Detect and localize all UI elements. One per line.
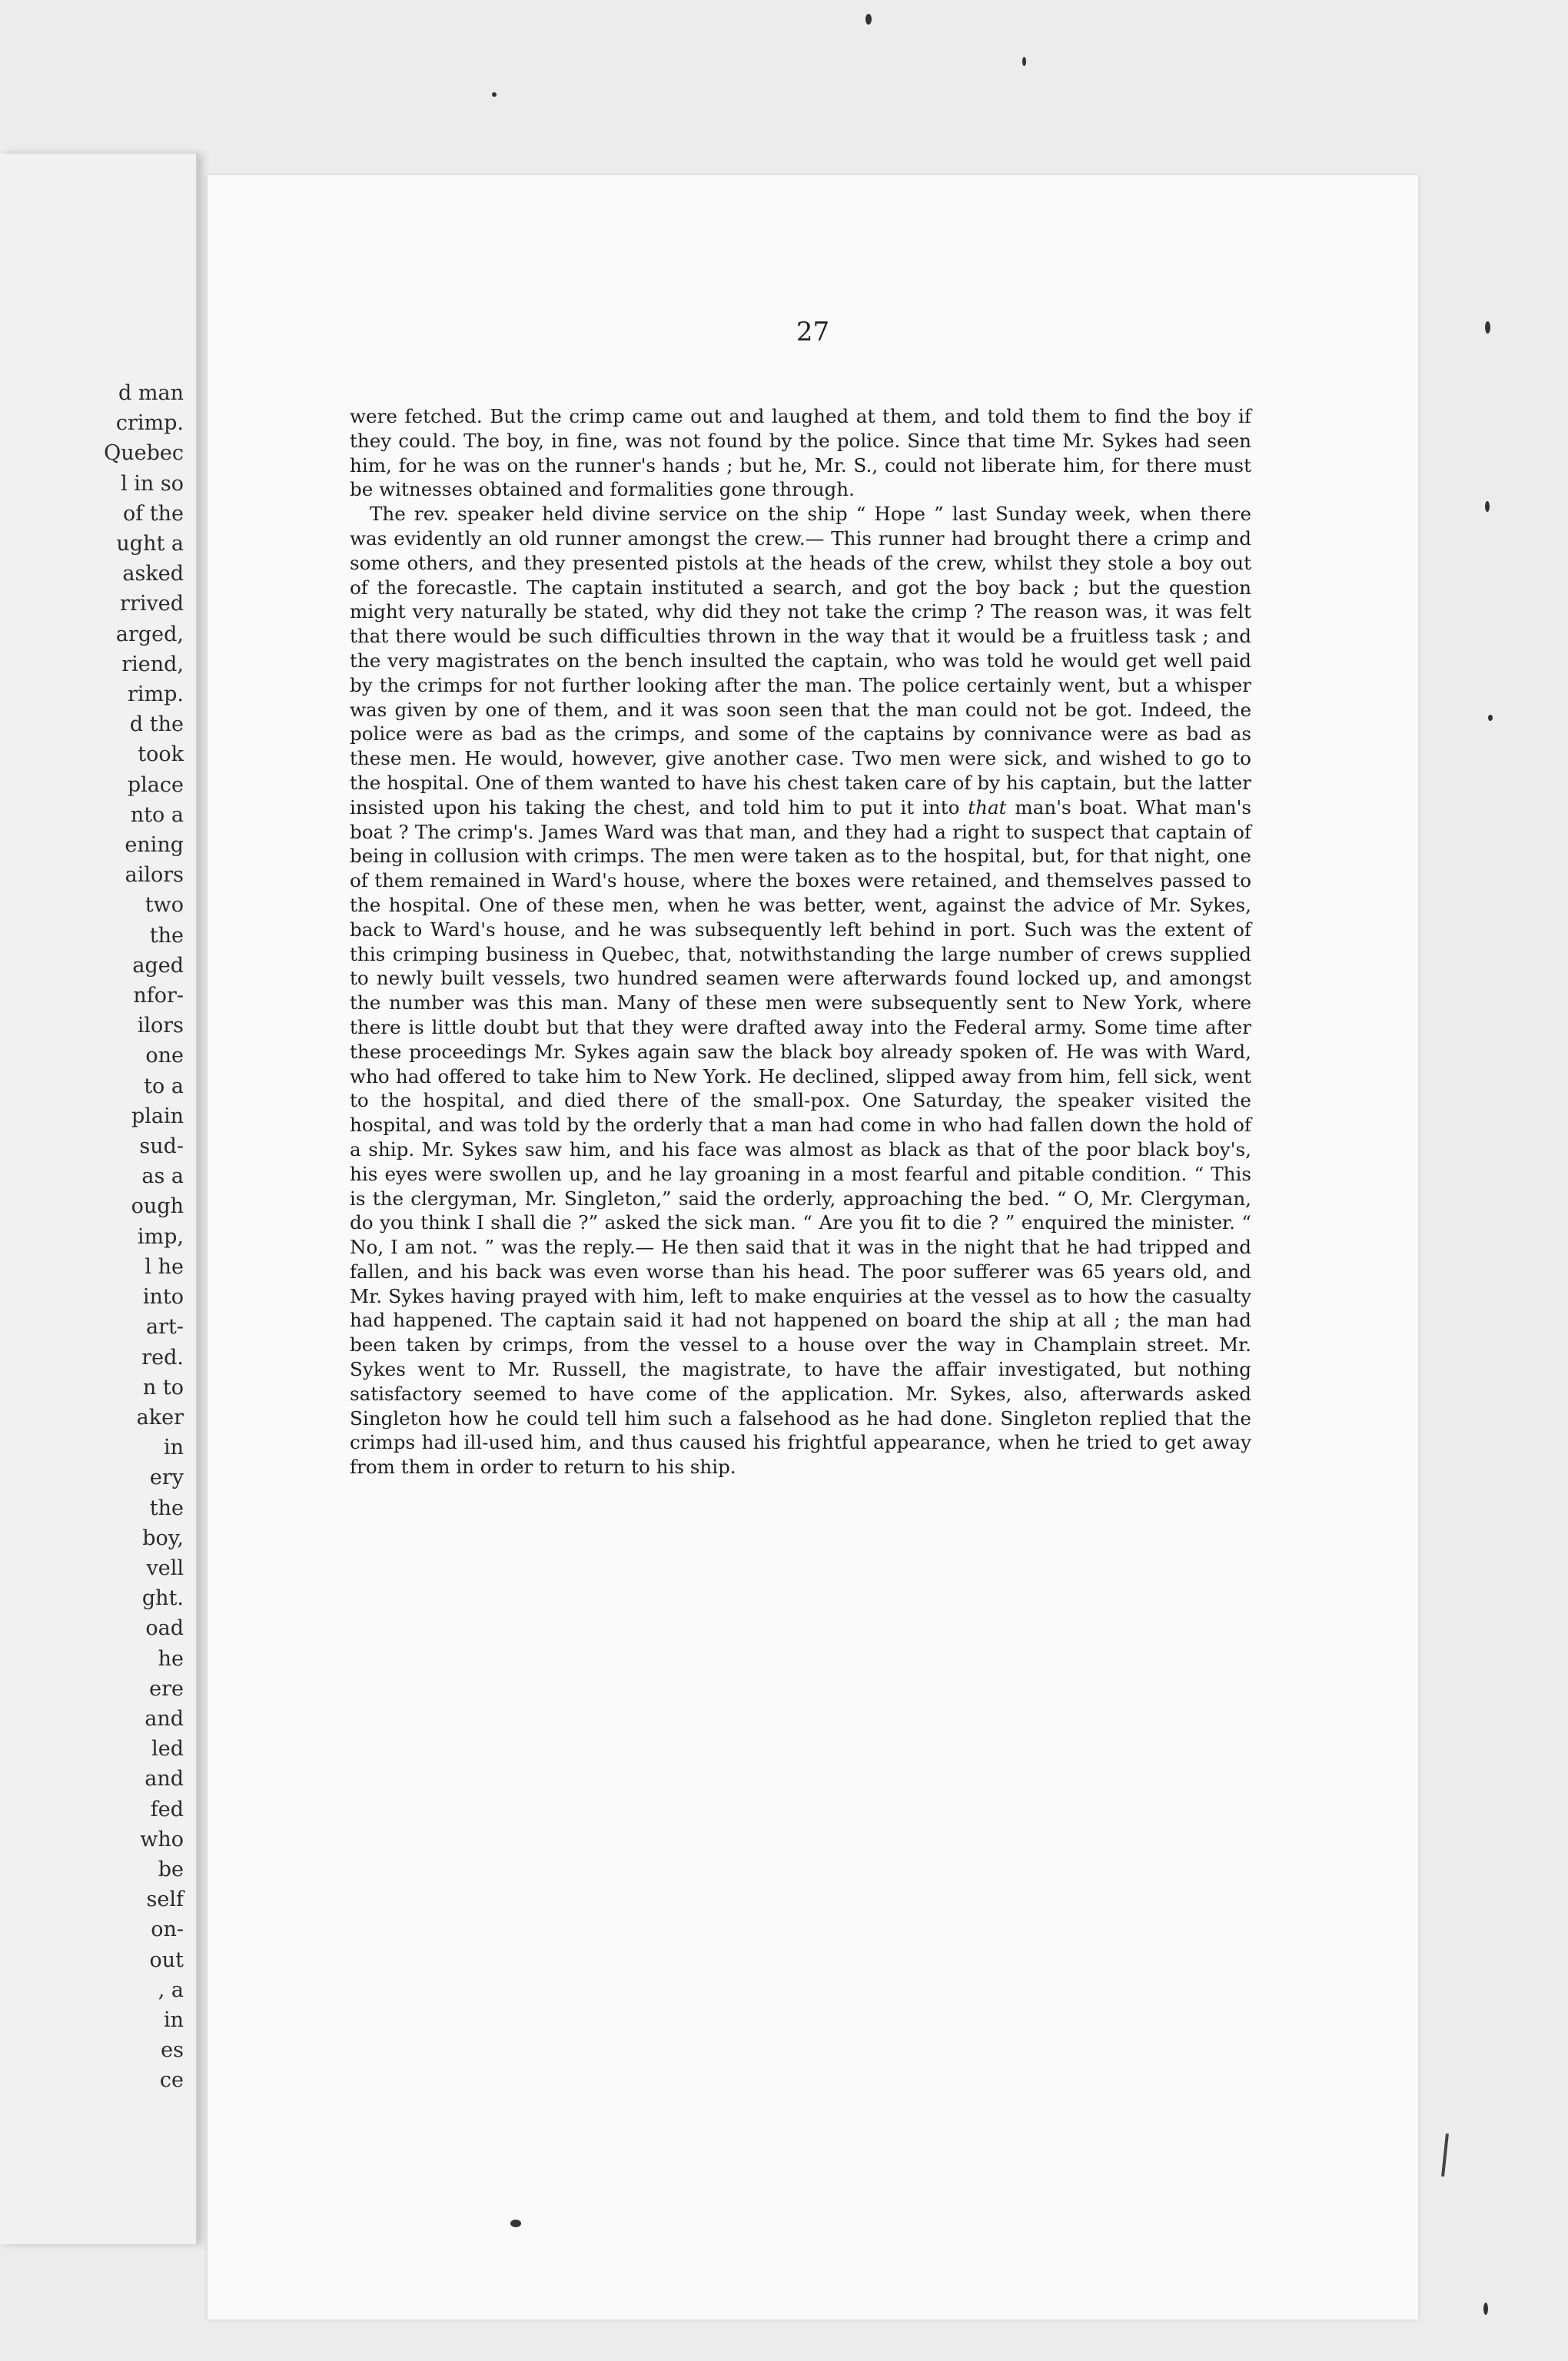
scan-speck: [1483, 2303, 1488, 2315]
body-text: [350, 404, 1251, 1479]
italic-that: that: [968, 795, 1007, 819]
scan-speck: [865, 14, 872, 25]
scan-mark: [1441, 2134, 1449, 2177]
document-page: [208, 175, 1418, 2319]
scan-speck: [1485, 501, 1490, 512]
scan-speck: [1022, 57, 1026, 66]
facing-page: [0, 154, 198, 2244]
paragraph-2: [350, 502, 1251, 1479]
scan-speck: [1488, 715, 1493, 721]
scan-speck: [1485, 321, 1490, 334]
paragraph-2-continued: man's boat. What man's boat ? The crimp's. James Ward was that man, and they had a right to suspect that captain of being in collusion with crimps. The men were taken as to the hospital, but, for that night, one of them remained in Ward's house, where the boxes were retained, and themselves passed to the hospital. One of these men, when he was better, went, against the advice of Mr. Sykes, back to Ward's house, and he was subsequently left behind in port. Such was the extent of this crimping business in Quebec, that, notwithstanding the large number of crews supplied to newly built vessels, two hundred seamen were afterwards found locked up, and amongst the number was this man. Many of these men were subsequently sent to New York, where there is little doubt but that they were drafted away into the Federal army. Some time after these proceedings Mr. Sykes again saw the black boy already spoken of. He was with Ward, who had offered to take him to New York. He declined, slipped away from him, fell sick, went to the hospital, and died there of the small-pox. One Saturday, the speaker visited the hospital, and was told by the orderly that a man had come in who had fallen down the hold of a ship. Mr. Sykes saw him, and his face was almost as black as that of the poor black boy's, his eyes were swollen up, and he lay groaning in a most fearful and pitable condition. “ This is the clergyman, Mr. Singleton,” said the orderly, approaching the bed. “ O, Mr. Clergyman, do you think I shall die ?” asked the sick man. “ Are you fit to die ? ” enquired the minister. “ No, I am not. ” was the reply.— He then said that it was in the night that he had tripped and fallen, and his back was even worse than his head. The poor sufferer was 65 years old, and Mr. Sykes having prayed with him, left to make enquiries at the vessel as to how the casualty had happened. The captain said it had not happened on board the ship at all ; the man had been taken by crimps, from the vessel to a house over the way in Champlain street. Mr. Sykes went to Mr. Russell, the magistrate, to have the affair investigated, but nothing satisfactory seemed to have come of the application. Mr. Sykes, also, afterwards asked Singleton how he could tell him such a falsehood as he had done. Singleton replied that the crimps had ill-used him, and thus caused his frightful appearance, when he tried to get away from them in order to return to his ship.: [350, 795, 1251, 1479]
paragraph-1: were fetched. But the crimp came out and laughed at them, and told them to find the boy if they could. The boy, in fine, was not found by the police. Since that time Mr. Sykes had seen him, for he was on the runner's hands ; but he, Mr. S., could not liberate him, for there must be witnesses obtained and formalities gone through.: [350, 405, 1251, 501]
scan-speck: [492, 92, 497, 97]
paragraph-2-text: The rev. speaker held divine service on the ship “ Hope ” last Sunday week, when there was evidently an old runner amongst the crew.— This runner had brought there a crimp and some others, and they presented pistols at the heads of the crew, whilst they stole a boy out of the forecastle. The captain instituted a search, and got the boy back ; but the question might very naturally be stated, why did they not take the crimp ? The reason was, it was felt that there would be such difficulties thrown in the way that it would be a fruitless task ; and the very magistrates on the bench insulted the captain, who was told he would get well paid by the crimps for not further looking after the man. The police certainly went, but a whisper was given by one of them, and it was soon seen that the man could not be got. Indeed, the police were as bad as the crimps, and some of the captains by connivance were as bad as these men. He would, however, give another case. Two men were sick, and wished to go to the hospital. One of them wanted to have his chest taken care of by his captain, but the latter insisted upon his taking the chest, and told him to put it into: [350, 503, 1251, 819]
page-number: 27: [796, 317, 830, 347]
scan-speck: [510, 2220, 521, 2227]
facing-page-text: d man crimp. Quebec l in so of the ught a asked rrived arged, riend, rimp. d the took place nto a ening ailors two the aged nfor- ilors one to a plain sud- as a ough imp, l he into art- red. n to aker in ery the boy, vell ght. oad he ere and led and fed who be self on- out , a in es ce: [104, 381, 184, 2093]
